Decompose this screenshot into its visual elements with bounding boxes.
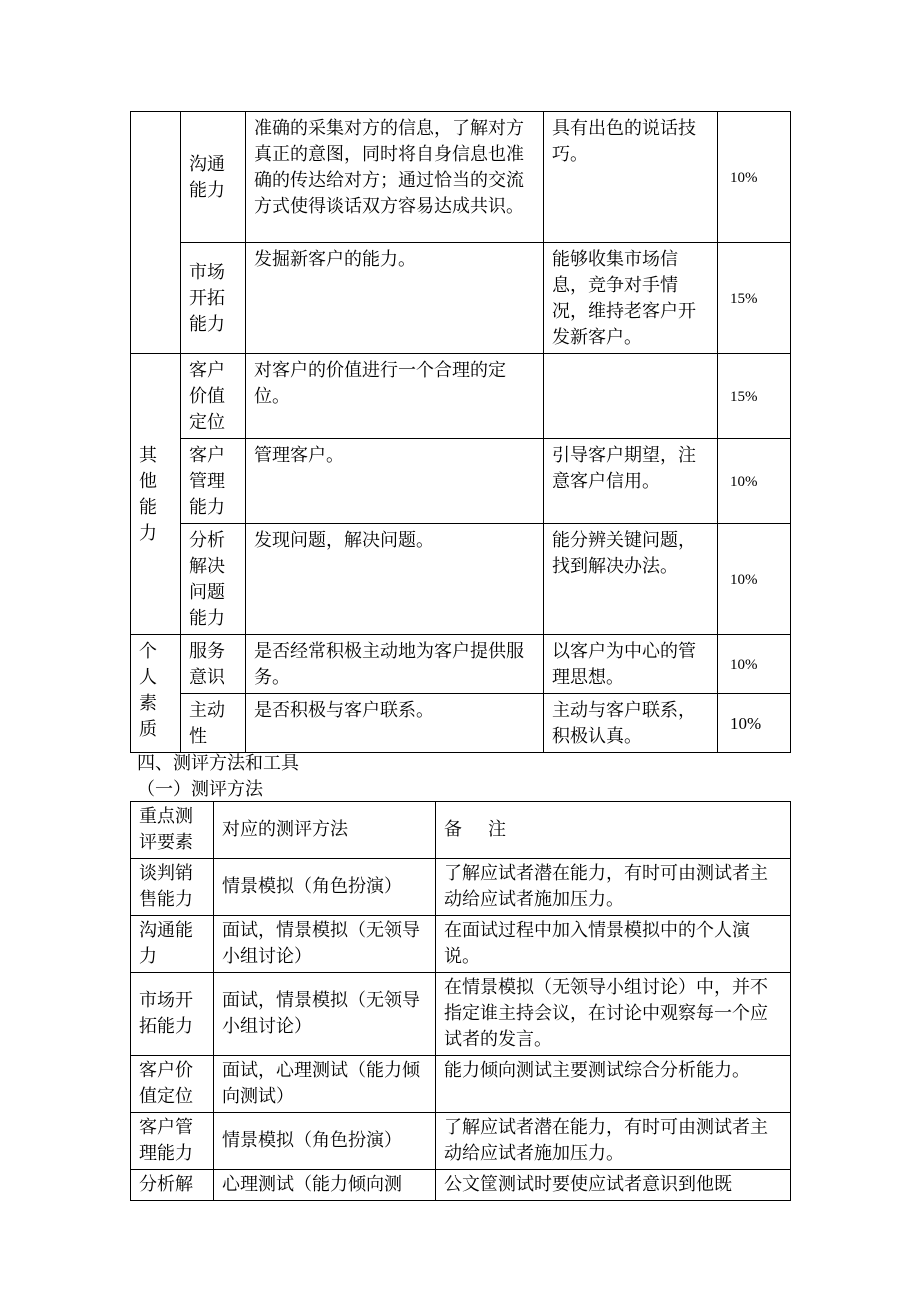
definition-cell: 是否经常积极主动地为客户提供服务。 <box>246 635 544 694</box>
weight-cell: 15% <box>718 354 791 439</box>
note-cell: 主动与客户联系，积极认真。 <box>544 694 718 753</box>
method-cell: 面试，情景模拟（无领导小组讨论） <box>214 973 436 1056</box>
table-row <box>131 973 791 1056</box>
table-row <box>131 1056 791 1113</box>
item-cell: 服务意识 <box>181 635 246 694</box>
definition-cell: 对客户的价值进行一个合理的定位。 <box>246 354 544 439</box>
definition-cell: 发掘新客户的能力。 <box>246 243 544 354</box>
element-cell: 客户价值定位 <box>131 1056 214 1113</box>
note-cell: 在情景模拟（无领导小组讨论）中，并不指定谁主持会议，在讨论中观察每一个应试者的发言。 <box>436 973 791 1056</box>
methods-table <box>130 801 791 1201</box>
item-cell: 市场开拓能力 <box>181 243 246 354</box>
element-cell: 市场开拓能力 <box>131 973 214 1056</box>
element-cell: 客户管理能力 <box>131 1113 214 1170</box>
method-cell: 情景模拟（角色扮演） <box>214 859 436 916</box>
table-row <box>131 1170 791 1201</box>
subsection-title: （一）测评方法 <box>137 779 263 800</box>
note-cell: 了解应试者潜在能力，有时可由测试者主动给应试者施加压力。 <box>436 1113 791 1170</box>
definition-cell: 是否积极与客户联系。 <box>246 694 544 753</box>
note-cell: 能够收集市场信息，竞争对手情况，维持老客户开发新客户。 <box>544 243 718 354</box>
note-cell: 能分辨关键问题，找到解决办法。 <box>544 524 718 635</box>
table-row <box>131 859 791 916</box>
table-row <box>131 635 791 694</box>
note-cell: 具有出色的说话技巧。 <box>544 112 718 243</box>
weight-cell: 15% <box>718 243 791 354</box>
definition-cell: 准确的采集对方的信息，了解对方真正的意图，同时将自身信息也准确的传达给对方；通过恰当的交流方式使得谈话双方容易达成共识。 <box>246 112 544 243</box>
column-header: 重点测评要素 <box>131 802 214 859</box>
method-cell: 情景模拟（角色扮演） <box>214 1113 436 1170</box>
section-title: 四、测评方法和工具 <box>137 753 299 774</box>
method-cell: 心理测试（能力倾向测 <box>214 1170 436 1201</box>
assessment-table <box>130 111 791 753</box>
item-cell: 分析解决问题能力 <box>181 524 246 635</box>
weight-cell: 10% <box>718 112 791 243</box>
table-row <box>131 112 791 243</box>
definition-cell: 管理客户。 <box>246 439 544 524</box>
table-row <box>131 524 791 635</box>
group-cell: 其他能力 <box>131 354 181 635</box>
method-cell: 面试，情景模拟（无领导小组讨论） <box>214 916 436 973</box>
weight-cell: 10% <box>718 524 791 635</box>
element-cell: 分析解 <box>131 1170 214 1201</box>
element-cell: 谈判销售能力 <box>131 859 214 916</box>
weight-cell: 10% <box>718 694 791 753</box>
header-row <box>131 802 791 859</box>
weight-cell: 10% <box>718 439 791 524</box>
weight-cell: 10% <box>718 635 791 694</box>
column-header <box>436 802 791 859</box>
item-cell: 主动性 <box>181 694 246 753</box>
note-cell: 了解应试者潜在能力，有时可由测试者主动给应试者施加压力。 <box>436 859 791 916</box>
group-cell-empty <box>131 112 181 354</box>
note-cell: 在面试过程中加入情景模拟中的个人演说。 <box>436 916 791 973</box>
table-row <box>131 439 791 524</box>
table-row <box>131 916 791 973</box>
group-cell: 个人素质 <box>131 635 181 753</box>
element-cell: 沟通能力 <box>131 916 214 973</box>
table-row <box>131 1113 791 1170</box>
definition-cell: 发现问题，解决问题。 <box>246 524 544 635</box>
item-cell: 沟通能力 <box>181 112 246 243</box>
item-cell: 客户价值定位 <box>181 354 246 439</box>
column-header-label: 备注 <box>444 819 532 840</box>
table-row <box>131 354 791 439</box>
table-row <box>131 694 791 753</box>
column-header: 对应的测评方法 <box>214 802 436 859</box>
method-cell: 面试，心理测试（能力倾向测试） <box>214 1056 436 1113</box>
note-cell: 引导客户期望，注意客户信用。 <box>544 439 718 524</box>
note-cell <box>544 354 718 439</box>
table-row <box>131 243 791 354</box>
note-cell: 公文筐测试时要使应试者意识到他既 <box>436 1170 791 1201</box>
note-cell: 能力倾向测试主要测试综合分析能力。 <box>436 1056 791 1113</box>
item-cell: 客户管理能力 <box>181 439 246 524</box>
note-cell: 以客户为中心的管理思想。 <box>544 635 718 694</box>
